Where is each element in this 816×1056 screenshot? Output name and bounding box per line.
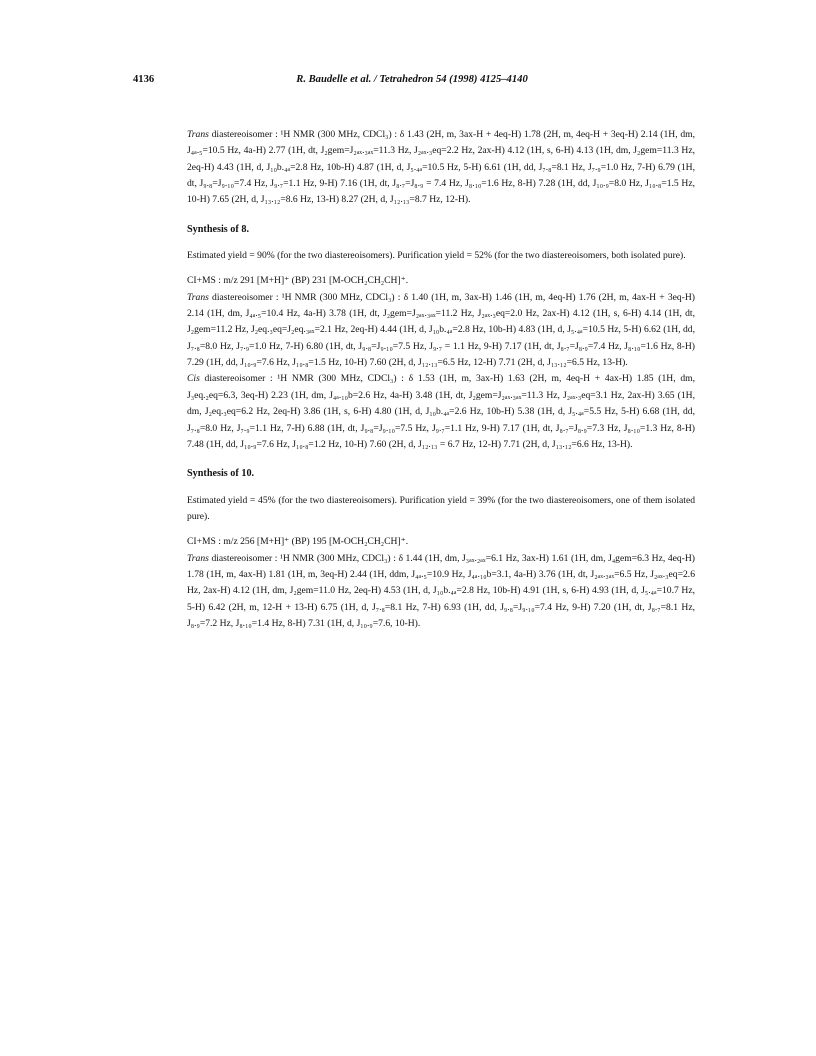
running-head: R. Baudelle et al. / Tetrahedron 54 (1998) 4125–4140	[296, 74, 528, 85]
section-heading-synthesis-8: Synthesis of 8.	[187, 223, 249, 235]
section-heading-synthesis-10: Synthesis of 10.	[187, 468, 255, 480]
trans-label: Trans	[187, 291, 209, 303]
cis-label: Cis	[187, 373, 200, 385]
article-body	[187, 127, 695, 632]
cis-diastereoisomer-8-nmr	[187, 371, 695, 453]
yield-paragraph: Estimated yield = 90% (for the two diastereoisomers). Purification yield = 52% (for the two diastereoisomers, both isolated pure).	[187, 250, 686, 262]
yield-paragraph: Estimated yield = 45% (for the two diastereoisomers). Purification yield = 39% (for the two diastereoisomers, one of them isolated pure).	[187, 494, 695, 522]
page-header	[133, 74, 691, 90]
nmr-data: diastereoisomer : ¹H NMR (300 MHz, CDCl₃) : δ 1.53 (1H, m, 3ax-H) 1.63 (2H, m, 4eq-H + 4ax-H) 1.85 (1H, dm, J₃eq.₂eq=6.3, 3eq-H) 2.23 (1H, dm, J₄ₐ.₁₀b=2.6 Hz, 4a-H) 3.48 (1H, dt, J₂gem=J₂ₐₓ.₃ₐₓ=11.3 Hz, J₂ₐₓ.₃eq=3.1 Hz, 2ax-H) 3.65 (1H, dm, J₂eq.₃eq=6.2 Hz, 2eq-H) 3.86 (1H, s, 6-H) 4.80 (1H, d, J₁₀b.₄ₐ=2.6 Hz, 10b-H) 5.38 (1H, d, J₅.₄ₐ=5.5 Hz, 5-H) 6.68 (1H, dd, J₇.₈=8.0 Hz, J₇.₉=1.1 Hz, 7-H) 6.88 (1H, dt, J₉.₈=J₉.₁₀=7.5 Hz, J₉.₇=1.1 Hz, 9-H) 7.17 (1H, dt, J₈.₇=J₈.₉=7.3 Hz, J₈.₁₀=1.3 Hz, 8-H) 7.48 (1H, dd, J₁₀.₉=7.6 Hz, J₁₀.₈=1.2 Hz, 10-H) 7.60 (2H, d, J₁₂.₁₃ = 6.7 Hz, 12-H) 7.71 (2H, d, J₁₃.₁₂=6.6 Hz, 13-H).	[187, 373, 695, 450]
nmr-data: diastereoisomer : ¹H NMR (300 MHz, CDCl₃) : δ 1.44 (1H, dm, J₃ₐₓ.₂ₐₓ=6.1 Hz, 3ax-H) 1.61 (1H, dm, J₄gem=6.3 Hz, 4eq-H) 1.78 (1H, m, 4ax-H) 1.81 (1H, m, 3eq-H) 2.44 (1H, ddm, J₄ₐ.₅=10.9 Hz, J₄ₐ.₁₀b=3.1, 4a-H) 3.76 (1H, dt, J₂ₐₓ.₃ₐₓ=6.5 Hz, J₂ₐₓ.₃eq=2.6 Hz, 2ax-H) 4.12 (1H, dm, J₂gem=11.0 Hz, 2eq-H) 4.53 (1H, d, J₁₀b.₄ₐ=2.8 Hz, 10b-H) 4.91 (1H, s, 6-H) 4.93 (1H, d, J₅.₄ₐ=10.7 Hz, 5-H) 6.42 (2H, m, 12-H + 13-H) 6.75 (1H, d, J₇.₈=8.1 Hz, 7-H) 6.93 (1H, dd, J₉.₈=J₉.₁₀=7.4 Hz, 9-H) 7.20 (1H, dt, J₈.₇=8.1 Hz, J₈.₉=7.2 Hz, J₈.₁₀=1.4 Hz, 8-H) 7.31 (1H, d, J₁₀.₉=7.6, 10-H).	[187, 552, 695, 629]
page-number: 4136	[133, 74, 155, 85]
trans-diastereoisomer-7-nmr	[187, 127, 695, 209]
trans-diastereoisomer-8-nmr	[187, 290, 695, 372]
trans-label: Trans	[187, 129, 209, 140]
trans-diastereoisomer-10-nmr	[187, 551, 695, 633]
mass-spec-line: CI+MS : m/z 256 [M+H]⁺ (BP) 195 [M-OCH₂CH₂CH]⁺.	[187, 536, 409, 548]
mass-spec-line: CI+MS : m/z 291 [M+H]⁺ (BP) 231 [M-OCH₂CH₂CH]⁺.	[187, 275, 409, 287]
trans-label: Trans	[187, 552, 209, 564]
nmr-data: diastereoisomer : ¹H NMR (300 MHz, CDCl₃) : δ 1.43 (2H, m, 3ax-H + 4eq-H) 1.78 (2H, m, 4eq-H + 3eq-H) 2.14 (1H, dm, J₄ₐ.₅=10.5 Hz, 4a-H) 2.77 (1H, dt, J₂gem=J₂ₐₓ.₃ₐₓ=11.3 Hz, J₂ₐₓ.₃eq=2.2 Hz, 2ax-H) 4.12 (1H, s, 6-H) 4.13 (1H, dm, J₂gem=11.3 Hz, 2eq-H) 4.43 (1H, d, J₁₀b.₄ₐ=2.8 Hz, 10b-H) 4.87 (1H, d, J₅.₄ₐ=10.5 Hz, 5-H) 6.61 (1H, dd, J₇.₈=8.1 Hz, J₇.₉=1.0 Hz, 7-H) 6.79 (1H, dt, J₉.₈=J₉.₁₀=7.4 Hz, J₉.₇=1.1 Hz, 9-H) 7.16 (1H, dt, J₈.₇=J₈.₉ = 7.4 Hz, J₈.₁₀=1.6 Hz, 8-H) 7.28 (1H, dd, J₁₀.₉=8.0 Hz, J₁₀.₈=1.5 Hz, 10-H) 7.65 (2H, d, J₁₃.₁₂=8.6 Hz, 13-H) 8.27 (2H, d, J₁₂.₁₃=8.7 Hz, 12-H).	[187, 129, 695, 206]
nmr-data: diastereoisomer : ¹H NMR (300 MHz, CDCl₃) : δ 1.40 (1H, m, 3ax-H) 1.46 (1H, m, 4eq-H) 1.76 (2H, m, 4ax-H + 3eq-H) 2.14 (1H, dm, J₄ₐ.₅=10.4 Hz, 4a-H) 3.78 (1H, dt, J₂gem=J₂ₐₓ.₃ₐₓ=11.2 Hz, J₂ₐₓ.₃eq=2.0 Hz, 2ax-H) 4.12 (1H, s, 6-H) 4.14 (1H, dt, J₂gem=11.2 Hz, J₂eq.₃eq=J₂eq.₃ₐₓ=2.1 Hz, 2eq-H) 4.44 (1H, d, J₁₀b.₄ₐ=2.8 Hz, 10b-H) 4.83 (1H, d, J₅.₄ₐ=10.5 Hz, 5-H) 6.62 (1H, dd, J₇.₈=8.0 Hz, J₇.₉=1.0 Hz, 7-H) 6.80 (1H, dt, J₉.₈=J₉.₁₀=7.5 Hz, J₉.₇ = 1.1 Hz, 9-H) 7.17 (1H, dt, J₈.₇=J₈.₉=7.4 Hz, J₈.₁₀=1.6 Hz, 8-H) 7.29 (1H, dd, J₁₀.₉=7.6 Hz, J₁₀.₈=1.5 Hz, 10-H) 7.60 (2H, d, J₁₂.₁₃=6.5 Hz, 12-H) 7.71 (2H, d, J₁₃.₁₂=6.5 Hz, 13-H).	[187, 291, 695, 369]
